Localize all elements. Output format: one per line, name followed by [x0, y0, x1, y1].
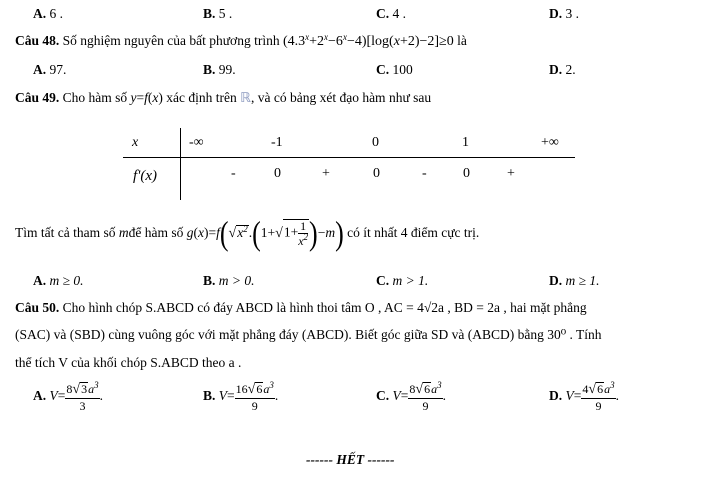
sign-5: - [422, 166, 427, 181]
x-value-pos-inf: +∞ [541, 135, 559, 150]
end-marker: ------ HẾT ------ [306, 452, 395, 467]
q49-function: y=f(x) [130, 90, 163, 105]
sign-1: - [231, 166, 236, 181]
sign-7: + [507, 166, 515, 181]
q48-option-d: D. 2. [549, 62, 576, 77]
q49-option-c: C. m > 1. [376, 273, 429, 288]
table-header-fprime: f'(x) [133, 168, 158, 184]
q48-question: Câu 48. Số nghiệm nguyên của bất phương trình $(4.3^x+2^x-6^x-4)[\log(x+2)-2]\ge 0$ là [15, 32, 467, 49]
q49-option-b: B. m > 0. [203, 273, 255, 288]
sign-4: 0 [373, 166, 380, 181]
sign-3: + [322, 166, 330, 181]
x-value-0: 0 [372, 135, 379, 150]
q47-option-d: D. 3 . [549, 6, 579, 21]
table-header-x: x [132, 135, 139, 150]
q49-option-a: A. m ≥ 0. [33, 273, 84, 288]
q50-line3: thể tích V của khối chóp S.ABCD theo a . [15, 355, 242, 370]
q50-option-c: C. V= $\frac{8√6a^3}{9}$ . [376, 380, 446, 413]
q50-option-a: A. V= $\frac{8√3a^3}{3}$ . [33, 380, 103, 413]
table-vertical-divider [180, 128, 181, 200]
q49-find-m: Tìm tất cả tham số mđể hàm số $g(x)=f(√x^2.(1+√1+$ $\frac{1}{x^2}$ )−m) có ít nhất 4 điểm cực trị. [15, 214, 480, 253]
q47-option-b: B. 5 . [203, 6, 233, 21]
q50-option-d: D. V= $\frac{4√6a^3}{9}$ . [549, 380, 619, 413]
q47-option-a: A. 6 . [33, 6, 63, 21]
real-numbers-icon: ℝ [240, 90, 251, 106]
table-horizontal-divider [123, 157, 575, 158]
q48-inequality: $(4.3^x+2^x-6^x-4)[\log(x+2)-2]\ge 0$ [282, 32, 454, 49]
x-value-1: 1 [462, 135, 469, 150]
sign-6: 0 [463, 166, 470, 181]
x-value-neg-inf: -∞ [189, 135, 204, 150]
q49-option-d: D. m ≥ 1. [549, 273, 600, 288]
q48-option-a: A. 97. [33, 62, 67, 77]
x-value-neg1: -1 [271, 135, 283, 150]
q49-g-function: $g(x)=f(√x^2.(1+√1+$ $\frac{1}{x^2}$ )−m) [186, 214, 344, 253]
q50-option-b: B. V= $\frac{16√6a^3}{9}$ . [203, 380, 279, 413]
q50-line2: (SAC) và (SBD) cùng vuông góc với mặt phẳng đáy (ABCD). Biết góc giữa SD và (ABCD) bằng 30⁰ . Tính [15, 327, 602, 342]
q47-option-c: C. 4 . [376, 6, 406, 21]
q48-option-b: B. 99. [203, 62, 236, 77]
q48-option-c: C. 100 [376, 62, 413, 77]
sign-2: 0 [274, 166, 281, 181]
q50-line1: Câu 50. Cho hình chóp S.ABCD có đáy ABCD là hình thoi tâm O , AC = 4√2a , BD = 2a , hai mặt phẳng [15, 300, 587, 315]
q49-question: Câu 49. Cho hàm số y=f(x) xác định trên ℝ, và có bảng xét đạo hàm như sau [15, 90, 432, 106]
